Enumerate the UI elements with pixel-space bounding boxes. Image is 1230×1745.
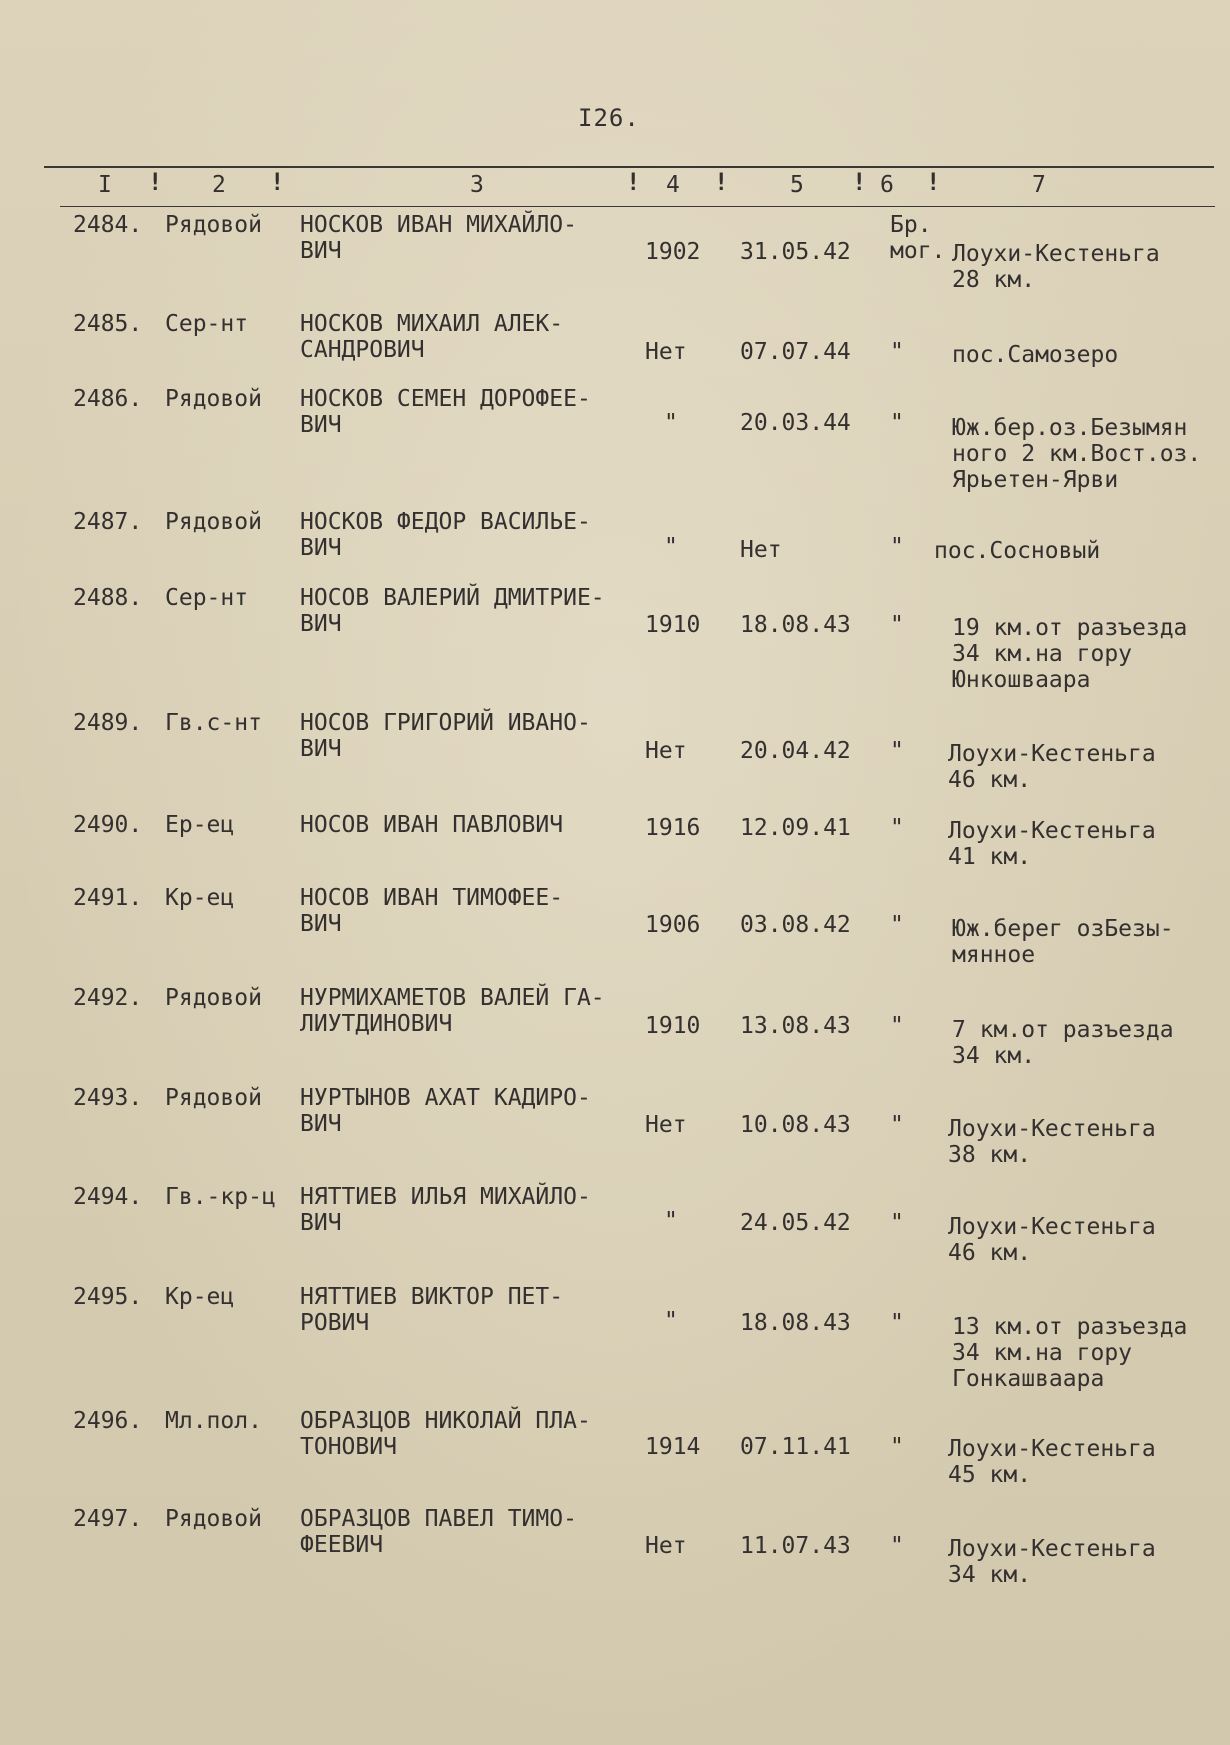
record-number: 2484. [73, 212, 143, 238]
military-rank: Кр-ец [165, 885, 235, 911]
burial-place: Лоухи-Кестеньга 46 км. [948, 1214, 1156, 1266]
record-number: 2497. [73, 1506, 143, 1532]
burial-place: Лоухи-Кестеньга 28 км. [952, 241, 1160, 293]
military-rank: Гв.-кр-ц [165, 1184, 276, 1210]
full-name: НОСКОВ СЕМЕН ДОРОФЕЕ- ВИЧ [300, 386, 591, 438]
death-date: 24.05.42 [740, 1210, 851, 1236]
full-name: НЯТТИЕВ ВИКТОР ПЕТ- РОВИЧ [300, 1284, 564, 1336]
burial-place: Лоухи-Кестеньга 38 км. [948, 1116, 1156, 1168]
death-date: 13.08.43 [740, 1013, 851, 1039]
record-number: 2496. [73, 1408, 143, 1434]
full-name: НУРТЫНОВ АХАТ КАДИРО- ВИЧ [300, 1085, 591, 1137]
burial-place: Лоухи-Кестеньга 34 км. [948, 1536, 1156, 1588]
burial-place: Лоухи-Кестеньга 41 км. [948, 818, 1156, 870]
death-date: 11.07.43 [740, 1533, 851, 1559]
military-rank: Рядовой [165, 509, 262, 535]
birth-year: 1902 [645, 239, 701, 265]
page-number: I26. [578, 104, 640, 132]
death-date: 18.08.43 [740, 612, 851, 638]
burial-place: Юж.бер.оз.Безымян ного 2 км.Вост.оз. Ярьетен-Ярви [952, 415, 1202, 493]
birth-year: 1910 [645, 612, 701, 638]
record-number: 2488. [73, 585, 143, 611]
death-date: 10.08.43 [740, 1112, 851, 1138]
full-name: НОСОВ ИВАН ТИМОФЕЕ- ВИЧ [300, 885, 564, 937]
birth-year: " [664, 1308, 678, 1334]
burial-type: " [890, 1434, 904, 1460]
death-date: 31.05.42 [740, 239, 851, 265]
full-name: НОСОВ ВАЛЕРИЙ ДМИТРИЕ- ВИЧ [300, 585, 605, 637]
burial-place: пос.Самозеро [952, 342, 1119, 368]
column-header-3: 3 [470, 172, 484, 198]
burial-type: Бр. мог. [890, 212, 946, 264]
military-rank: Рядовой [165, 985, 262, 1011]
column-separator: ! [926, 168, 941, 196]
column-header-2: 2 [212, 172, 226, 198]
full-name: ОБРАЗЦОВ НИКОЛАЙ ПЛА- ТОНОВИЧ [300, 1408, 591, 1460]
birth-year: 1914 [645, 1434, 701, 1460]
burial-type: " [890, 612, 904, 638]
full-name: НОСКОВ МИХАИЛ АЛЕК- САНДРОВИЧ [300, 311, 564, 363]
birth-year: " [664, 410, 678, 436]
birth-year: 1910 [645, 1013, 701, 1039]
burial-type: " [890, 534, 904, 560]
record-number: 2494. [73, 1184, 143, 1210]
military-rank: Рядовой [165, 1506, 262, 1532]
military-rank: Рядовой [165, 1085, 262, 1111]
death-date: 20.03.44 [740, 410, 851, 436]
birth-year: Нет [645, 1112, 687, 1138]
death-date: Нет [740, 537, 782, 563]
header-bottom-rule [60, 206, 1215, 207]
death-date: 12.09.41 [740, 815, 851, 841]
full-name: НОСКОВ ФЕДОР ВАСИЛЬЕ- ВИЧ [300, 509, 591, 561]
birth-year: " [664, 1208, 678, 1234]
death-date: 20.04.42 [740, 738, 851, 764]
military-rank: Рядовой [165, 386, 262, 412]
birth-year: 1906 [645, 912, 701, 938]
burial-type: " [890, 912, 904, 938]
column-header-7: 7 [1032, 172, 1046, 198]
burial-type: " [890, 339, 904, 365]
full-name: НОСОВ ИВАН ПАВЛОВИЧ [300, 812, 564, 838]
column-header-1: I [98, 172, 112, 198]
burial-type: " [890, 1310, 904, 1336]
full-name: НУРМИХАМЕТОВ ВАЛЕЙ ГА- ЛИУТДИНОВИЧ [300, 985, 605, 1037]
burial-type: " [890, 1210, 904, 1236]
record-number: 2485. [73, 311, 143, 337]
burial-place: пос.Сосновый [934, 538, 1101, 564]
column-separator: ! [270, 168, 285, 196]
burial-place: Лоухи-Кестеньга 46 км. [948, 741, 1156, 793]
death-date: 18.08.43 [740, 1310, 851, 1336]
column-separator: ! [714, 168, 729, 196]
record-number: 2487. [73, 509, 143, 535]
birth-year: 1916 [645, 815, 701, 841]
burial-type: " [890, 815, 904, 841]
column-separator: ! [852, 168, 867, 196]
column-separator: ! [148, 168, 163, 196]
full-name: ОБРАЗЦОВ ПАВЕЛ ТИМО- ФЕЕВИЧ [300, 1506, 577, 1558]
full-name: НОСКОВ ИВАН МИХАЙЛО- ВИЧ [300, 212, 577, 264]
burial-place: 19 км.от разъезда 34 км.на гору Юнкошваара [952, 615, 1188, 693]
military-rank: Кр-ец [165, 1284, 235, 1310]
record-number: 2491. [73, 885, 143, 911]
record-number: 2492. [73, 985, 143, 1011]
birth-year: Нет [645, 738, 687, 764]
record-number: 2495. [73, 1284, 143, 1310]
military-rank: Сер-нт [165, 585, 249, 611]
military-rank: Рядовой [165, 212, 262, 238]
burial-type: " [890, 1112, 904, 1138]
record-number: 2486. [73, 386, 143, 412]
full-name: НЯТТИЕВ ИЛЬЯ МИХАЙЛО- ВИЧ [300, 1184, 591, 1236]
burial-type: " [890, 1533, 904, 1559]
record-number: 2489. [73, 710, 143, 736]
military-rank: Ер-ец [165, 812, 235, 838]
column-header-4: 4 [666, 172, 680, 198]
death-date: 07.07.44 [740, 339, 851, 365]
column-header-6: 6 [880, 172, 894, 198]
burial-type: " [890, 738, 904, 764]
military-rank: Мл.пол. [165, 1408, 262, 1434]
record-number: 2490. [73, 812, 143, 838]
military-rank: Гв.с-нт [165, 710, 262, 736]
record-number: 2493. [73, 1085, 143, 1111]
burial-type: " [890, 1013, 904, 1039]
burial-place: 13 км.от разъезда 34 км.на гору Гонкашваара [952, 1314, 1188, 1392]
burial-type: " [890, 410, 904, 436]
birth-year: " [664, 534, 678, 560]
birth-year: Нет [645, 1533, 687, 1559]
burial-place: Юж.берег озБезы- мянное [952, 916, 1174, 968]
military-rank: Сер-нт [165, 311, 249, 337]
burial-place: Лоухи-Кестеньга 45 км. [948, 1436, 1156, 1488]
death-date: 03.08.42 [740, 912, 851, 938]
burial-place: 7 км.от разъезда 34 км. [952, 1017, 1174, 1069]
death-date: 07.11.41 [740, 1434, 851, 1460]
birth-year: Нет [645, 339, 687, 365]
full-name: НОСОВ ГРИГОРИЙ ИВАНО- ВИЧ [300, 710, 591, 762]
column-separator: ! [626, 168, 641, 196]
column-header-5: 5 [790, 172, 804, 198]
